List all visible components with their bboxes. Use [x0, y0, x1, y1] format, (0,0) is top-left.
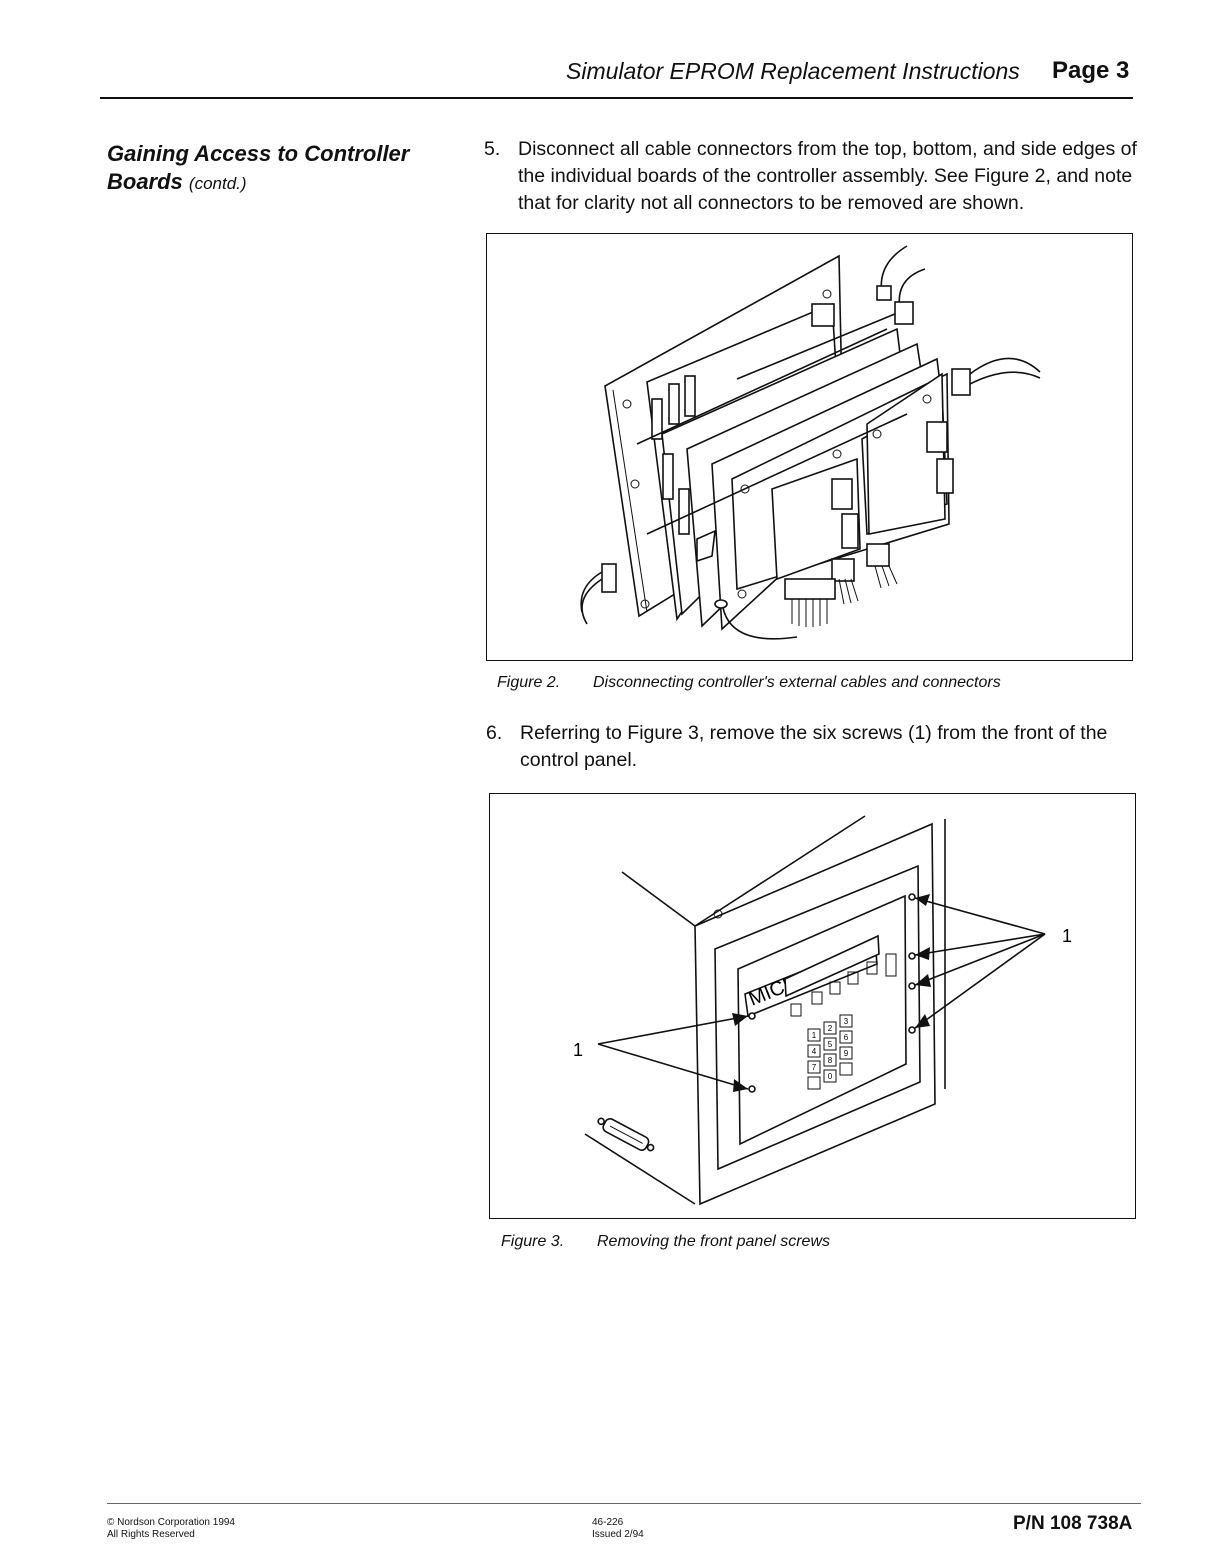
figure-2-label: Figure 2.	[497, 674, 561, 691]
keypad-key-2: 2	[827, 1024, 833, 1033]
callout-right: 1	[1062, 926, 1073, 946]
step-text: Disconnect all cable connectors from the top, bottom, and side edges of the individual boards of the controller assembly. See Figure 2, and note that for clarity not all connectors to be removed are shown.	[518, 138, 1137, 214]
keypad-key-5: 5	[827, 1040, 833, 1049]
footer-divider	[107, 1503, 1141, 1504]
section-heading	[107, 140, 437, 198]
doc-number: 46-226	[592, 1517, 624, 1528]
step-text: Referring to Figure 3, remove the six screws (1) from the front of the control panel.	[520, 722, 1108, 771]
step-5	[484, 136, 1144, 217]
issue-date: Issued 2/94	[592, 1529, 644, 1540]
callout-left: 1	[573, 1040, 584, 1060]
keypad-key-0: 0	[827, 1072, 833, 1081]
figure-2	[486, 233, 1133, 661]
footer-copyright	[107, 1517, 235, 1541]
keypad-key-9: 9	[843, 1049, 849, 1058]
figure-2-caption-text: Disconnecting controller's external cables and connectors	[593, 674, 1001, 691]
keypad-key-3: 3	[843, 1017, 849, 1026]
section-heading-text: Gaining Access to Controller Boards	[107, 141, 410, 194]
part-number: P/N 108 738A	[1013, 1513, 1133, 1534]
figure-3-caption-text: Removing the front panel screws	[597, 1233, 830, 1250]
controller-boards-illustration	[487, 234, 1132, 660]
front-panel-illustration	[490, 794, 1135, 1218]
page-number: Page 3	[1052, 57, 1130, 84]
footer-doc-info	[592, 1517, 644, 1541]
figure-3	[489, 793, 1136, 1219]
section-heading-contd: (contd.)	[188, 174, 247, 193]
figure-3-label: Figure 3.	[501, 1233, 565, 1250]
copyright-text: © Nordson Corporation 1994	[107, 1517, 235, 1528]
keypad-key-1: 1	[811, 1031, 817, 1040]
figure-2-caption	[497, 674, 1001, 692]
keypad-key-6: 6	[843, 1033, 849, 1042]
keypad-key-8: 8	[827, 1056, 833, 1065]
rights-text: All Rights Reserved	[107, 1529, 195, 1540]
header-divider	[100, 97, 1133, 99]
figure-3-caption	[501, 1233, 830, 1251]
document-title: Simulator EPROM Replacement Instructions	[566, 58, 1020, 84]
dsub-connector	[595, 1114, 656, 1155]
step-number: 5.	[484, 138, 501, 160]
step-6	[486, 720, 1146, 774]
step-number: 6.	[486, 722, 503, 744]
keypad-key-4: 4	[811, 1047, 817, 1056]
keypad-key-7: 7	[811, 1063, 817, 1072]
